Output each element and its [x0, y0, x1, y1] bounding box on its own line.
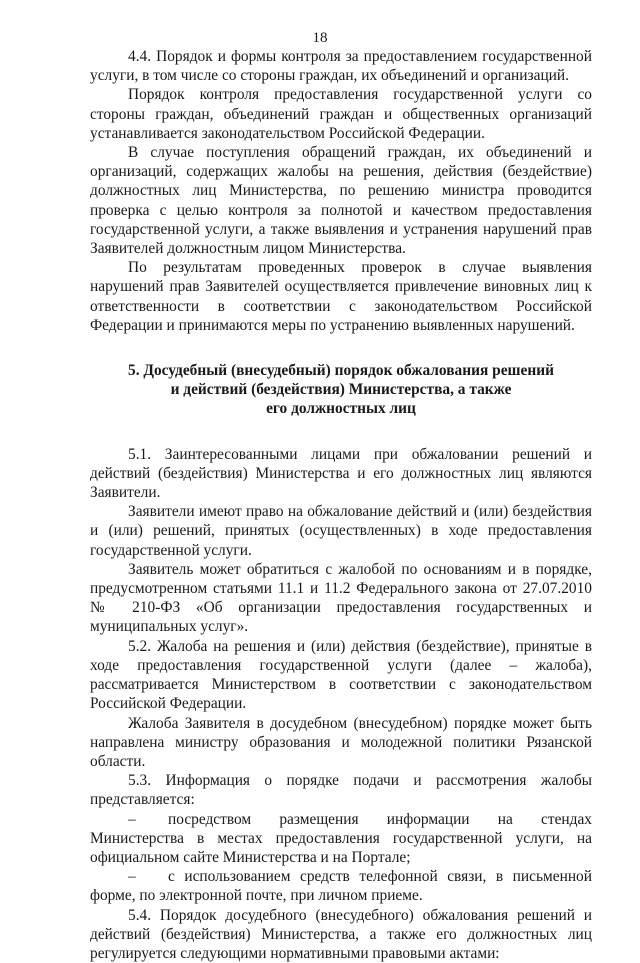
paragraph-applicant-rights: Заявители имеют право на обжалование действий и (или) бездействия и (или) решений, принятых (осуществленных) в ходе предоставления государственной услуги.	[90, 503, 592, 559]
paragraph-4-4: 4.4. Порядок и формы контроля за предоставлением государственной услуги, в том числе со стороны граждан, их объединений и организаций.	[90, 48, 592, 85]
paragraph-5-1: 5.1. Заинтересованными лицами при обжаловании решений и действий (бездействия) Министерства и его должностных лиц являются Заявители.	[90, 445, 592, 502]
paragraph-check-results: По результатам проведенных проверок в случае выявления нарушений прав Заявителей осуществляется привлечение виновных лиц к ответственности в соответствии с законодательством Российской Федерации и принимаются меры по устранению выявленных нарушений.	[90, 259, 592, 334]
list-dash: –	[128, 810, 136, 828]
list-item-text: с использованием средств телефонной связи, в письменной форме, по электронной почте, при личном приеме.	[90, 868, 592, 905]
paragraph-5-4: 5.4. Порядок досудебного (внесудебного) обжалования решений и действий (бездействия) Министерства, а также его должностных лиц регулируется следующими нормативными правовыми актами:	[90, 906, 592, 962]
section-heading-line: и действий (бездействия) Министерства, а также	[170, 381, 512, 399]
document-body	[90, 47, 592, 963]
section-heading-line: 5. Досудебный (внесудебный) порядок обжалования решений	[128, 362, 554, 380]
page-number: 18	[312, 30, 328, 46]
list-dash: –	[128, 868, 136, 886]
list-item	[90, 810, 592, 868]
section-heading-line: его должностных лиц	[266, 400, 416, 418]
list-item	[90, 867, 592, 905]
paragraph-complaint-addressee: Жалоба Заявителя в досудебном (внесудебном) порядке может быть направлена министру образования и молодежной политики Рязанской области.	[90, 714, 592, 770]
list-item-text: посредством размещения информации на стендах Министерства в местах предоставления государственной услуги, на официальном сайте Министерства и на Портале;	[90, 810, 592, 866]
paragraph-5-2: 5.2. Жалоба на решения и (или) действия (бездействие), принятые в ходе предоставления государственной услуги (далее – жалоба), рассматривается Министерством в соответствии с законодательством Российской Федерации.	[90, 637, 592, 713]
section-5-heading	[90, 361, 592, 419]
paragraph-5-3: 5.3. Информация о порядке подачи и рассмотрения жалобы представляется:	[90, 772, 592, 809]
paragraph-control-order: Порядок контроля предоставления государственной услуги со стороны граждан, объединений граждан и общественных организаций устанавливается законодательством Российской Федерации.	[90, 86, 592, 142]
paragraph-complaints-check: В случае поступления обращений граждан, их объединений и организаций, содержащих жалобы на решения, действия (бездействие) должностных лиц Министерства, по решению министра проводится проверка с целью контроля за полнотой и качеством предоставления государственной услуги, а также выявления и устранения нарушений прав Заявителей должностным лицом Министерства.	[90, 144, 592, 258]
paragraph-legal-basis: Заявитель может обратиться с жалобой по основаниям и в порядке, предусмотренном статьями 11.1 и 11.2 Федерального закона от 27.07.2010 № 210-ФЗ «Об организации предоставления государственных и муниципальных услуг».	[90, 560, 592, 636]
